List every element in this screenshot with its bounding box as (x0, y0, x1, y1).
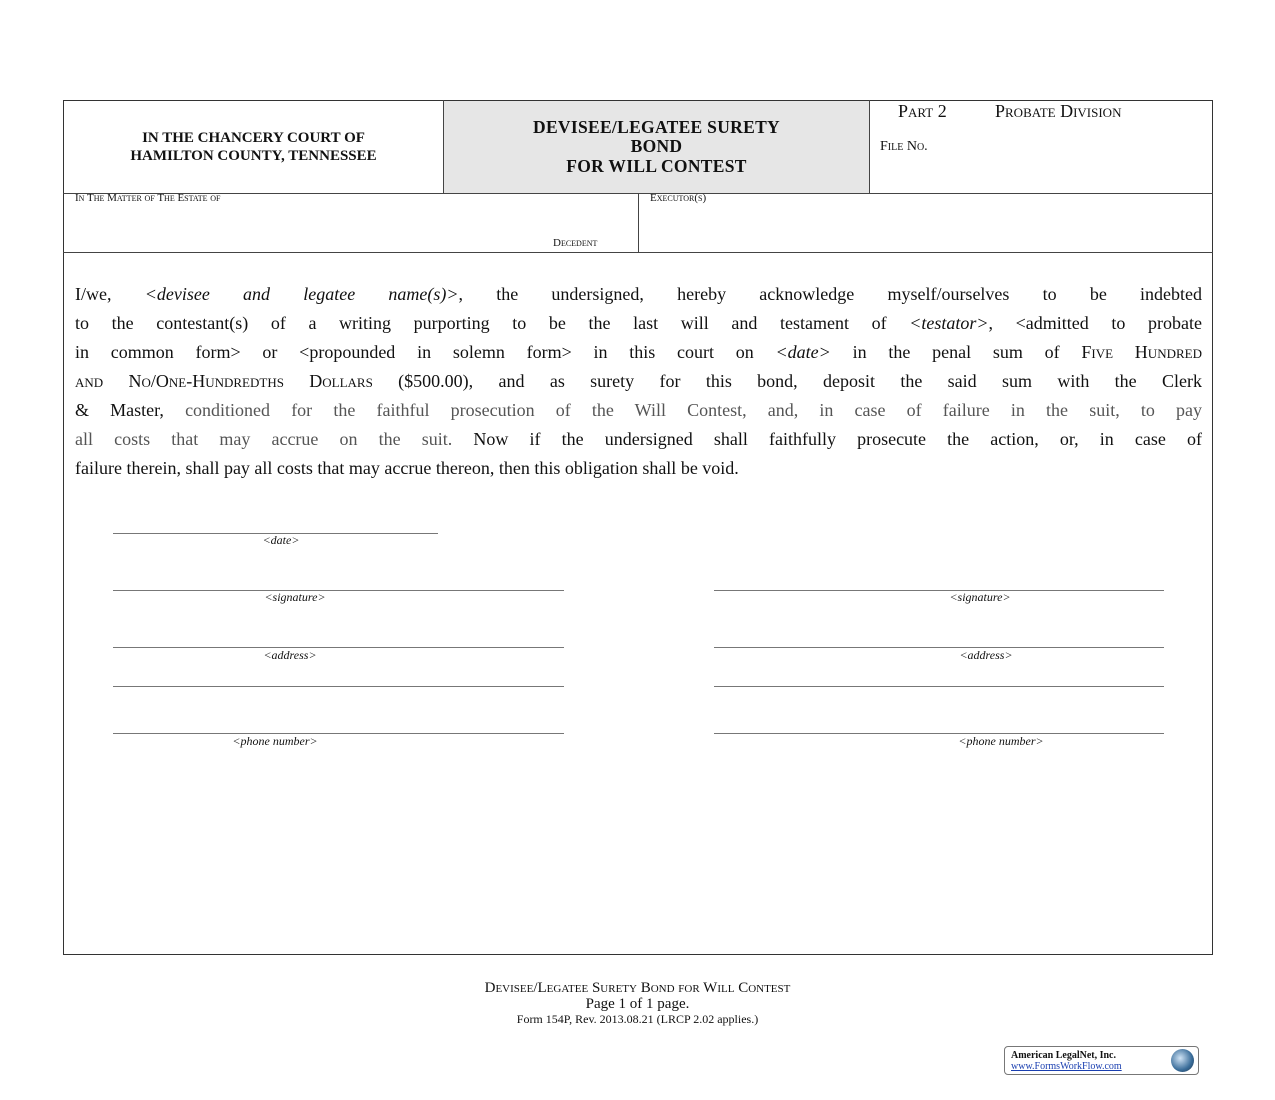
paragraph-text: in common form> or <propounded in solemn form> in this court on (75, 342, 776, 362)
address-line-right-2[interactable] (714, 686, 1164, 687)
paragraph-text: Five Hundred (1081, 342, 1202, 362)
phone-line-right[interactable] (714, 733, 1164, 734)
address-line-left[interactable] (113, 647, 564, 648)
paragraph-text: I/we, (75, 284, 145, 304)
executor-label: Executor(s) (650, 192, 707, 204)
decedent-label: Decedent (553, 237, 598, 249)
paragraph-text: failure therein, shall pay all costs that may accrue thereon, then this obligation shall be void. (75, 458, 739, 478)
signature-line-left[interactable] (113, 590, 564, 591)
paragraph-text: to the contestant(s) of a writing purporting to be the last will and testament of (75, 313, 910, 333)
date-label: <date> (262, 533, 300, 547)
signature-label: <signature> (949, 590, 1011, 604)
logo-link[interactable]: www.FormsWorkFlow.com (1011, 1061, 1122, 1072)
footer-page: Page 1 of 1 page. (585, 996, 690, 1012)
court-line: HAMILTON COUNTY, TENNESSEE (130, 148, 377, 164)
footer-title: Devisee/Legatee Surety Bond for Will Contest (484, 980, 791, 996)
file-no-field[interactable]: File No. (880, 139, 928, 154)
paragraph-line (75, 309, 1202, 338)
address-line-right[interactable] (714, 647, 1164, 648)
paragraph-text: , the undersigned, hereby acknowledge myself/ourselves to be indebted (458, 284, 1203, 304)
globe-icon (1171, 1049, 1194, 1072)
division-label: Probate Division (995, 101, 1122, 121)
placeholder-text: <devisee and legatee name(s)> (144, 284, 459, 304)
signature-label: <signature> (264, 590, 326, 604)
paragraph-line (75, 367, 1202, 396)
address-line-left-2[interactable] (113, 686, 564, 687)
paragraph-line (75, 280, 1202, 309)
court-name (64, 101, 443, 193)
american-legalnet-logo[interactable] (1004, 1046, 1199, 1075)
paragraph-text: and No/One-Hundredths Dollars (75, 371, 373, 391)
estate-label: In The Matter of The Estate of (75, 192, 221, 204)
title-line: DEVISEE/LEGATEE SURETY (533, 116, 780, 137)
form-title (444, 101, 869, 193)
paragraph-text: all costs that may accrue on the suit. (75, 429, 453, 449)
paragraph-text: ($500.00), and as surety for this bond, deposit the said sum with the Clerk (372, 371, 1202, 391)
divider (63, 252, 1213, 253)
title-line: BOND (630, 136, 683, 157)
footer-form: Form 154P, Rev. 2013.08.21 (LRCP 2.02 applies.) (516, 1012, 759, 1026)
paragraph-line (75, 338, 1202, 367)
phone-label: <phone number> (958, 734, 1044, 748)
paragraph-text: in the penal sum of (830, 342, 1082, 362)
part-label: Part 2 (898, 101, 947, 121)
address-label: <address> (959, 648, 1013, 662)
paragraph-text: & Master, (75, 400, 186, 420)
phone-line-left[interactable] (113, 733, 564, 734)
divider (638, 193, 639, 252)
address-label: <address> (263, 648, 317, 662)
bond-paragraph (75, 280, 1202, 483)
paragraph-line (75, 425, 1202, 454)
court-line: IN THE CHANCERY COURT OF (142, 130, 365, 146)
logo-name: American LegalNet, Inc. (1011, 1050, 1116, 1061)
placeholder-text: <date> (775, 342, 831, 362)
paragraph-text: conditioned for the faithful prosecution of the Will Contest, and, in case of failure in the suit, to pay (185, 400, 1202, 420)
paragraph-line (75, 396, 1202, 425)
phone-label: <phone number> (232, 734, 318, 748)
placeholder-text: <testator> (909, 313, 989, 333)
paragraph-line (75, 454, 1202, 483)
paragraph-text: Now if the undersigned shall faithfully prosecute the action, or, in case of (452, 429, 1202, 449)
title-line: FOR WILL CONTEST (566, 155, 747, 176)
paragraph-text: , <admitted to probate (988, 313, 1202, 333)
signature-line-right[interactable] (714, 590, 1164, 591)
divider (869, 100, 870, 193)
